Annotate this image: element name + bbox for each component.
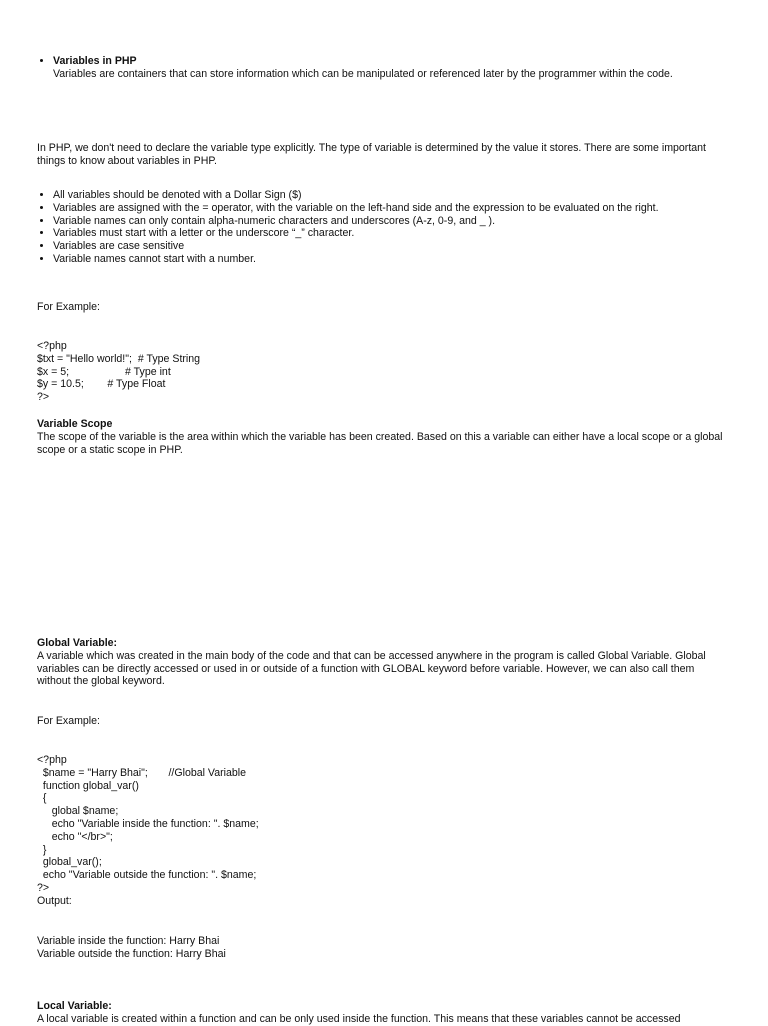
example-label: For Example: <box>37 715 100 727</box>
code-line: Output: <box>37 894 72 907</box>
code-line: { <box>37 792 47 805</box>
intro-list-item <box>53 55 673 81</box>
rule-item: • Variables are case sensitive <box>53 240 659 253</box>
scope-section <box>37 418 727 456</box>
code-line: $x = 5; # Type int <box>37 365 171 378</box>
code-line: global $name; <box>37 805 119 818</box>
code-line: echo "Variable inside the function: ". $name; <box>37 817 259 830</box>
intro-title: Variables in PHP <box>53 55 137 67</box>
code-line: $name = "Harry Bhai"; //Global Variable <box>37 766 246 779</box>
code-line: <?php <box>37 754 67 766</box>
code-line: echo "</br>"; <box>37 830 113 843</box>
rule-item: • All variables should be denoted with a Dollar Sign ($) <box>53 189 659 202</box>
code-line: <?php <box>37 340 67 352</box>
local-section <box>37 1000 727 1026</box>
intro-list <box>37 55 673 81</box>
intro-text: Variables are containers that can store information which can be manipulated or referenced later by the programmer within the code. <box>53 67 673 80</box>
code-block-1 <box>37 340 200 404</box>
global-heading: Global Variable: <box>37 637 118 649</box>
output-line: Variable outside the function: Harry Bhai <box>37 947 226 960</box>
rule-item: • Variable names can only contain alpha-numeric characters and underscores (A-z, 0-9, and _ ). <box>53 215 659 228</box>
rule-item: • Variables must start with a letter or the underscore “_” character. <box>53 227 659 240</box>
rule-item: • Variable names cannot start with a number. <box>53 253 659 266</box>
code-line: ?> <box>37 391 50 404</box>
local-heading: Local Variable: <box>37 1000 112 1012</box>
global-section <box>37 637 727 688</box>
code-line: $txt = "Hello world!"; # Type String <box>37 352 201 365</box>
scope-text: The scope of the variable is the area within which the variable has been created. Based on this a variable can either have a local scope or a global scope or a static scope in PHP. <box>37 430 723 456</box>
rule-item: • Variables are assigned with the = operator, with the variable on the left-hand side and the expression to be evaluated on the right. <box>53 202 659 215</box>
rules-list <box>37 189 659 266</box>
code-line: } <box>37 843 47 856</box>
output-line: Variable inside the function: Harry Bhai <box>37 935 220 947</box>
output-block <box>37 935 226 961</box>
code-line: function global_var() <box>37 779 139 792</box>
local-text: A local variable is created within a function and can be only used inside the function. This means that these variables cannot be accessed <box>37 1012 681 1025</box>
declaration-paragraph: In PHP, we don't need to declare the variable type explicitly. The type of variable is determined by the value it stores. There are some important things to know about variables in PHP. <box>37 142 707 167</box>
code-line: ?> <box>37 881 50 894</box>
code-line: echo "Variable outside the function: ". $name; <box>37 869 257 882</box>
scope-heading: Variable Scope <box>37 418 113 430</box>
global-text: A variable which was created in the main body of the code and that can be accessed anywhere in the program is called Global Variable. Global variables can be directly accessed or used in or outside of a function with GLOBAL keyword before variable. However, we can also call them without the global keyword. <box>37 649 706 688</box>
example-label: For Example: <box>37 301 100 313</box>
code-line: $y = 10.5; # Type Float <box>37 378 166 391</box>
code-line: global_var(); <box>37 856 102 869</box>
code-block-2 <box>37 754 259 908</box>
